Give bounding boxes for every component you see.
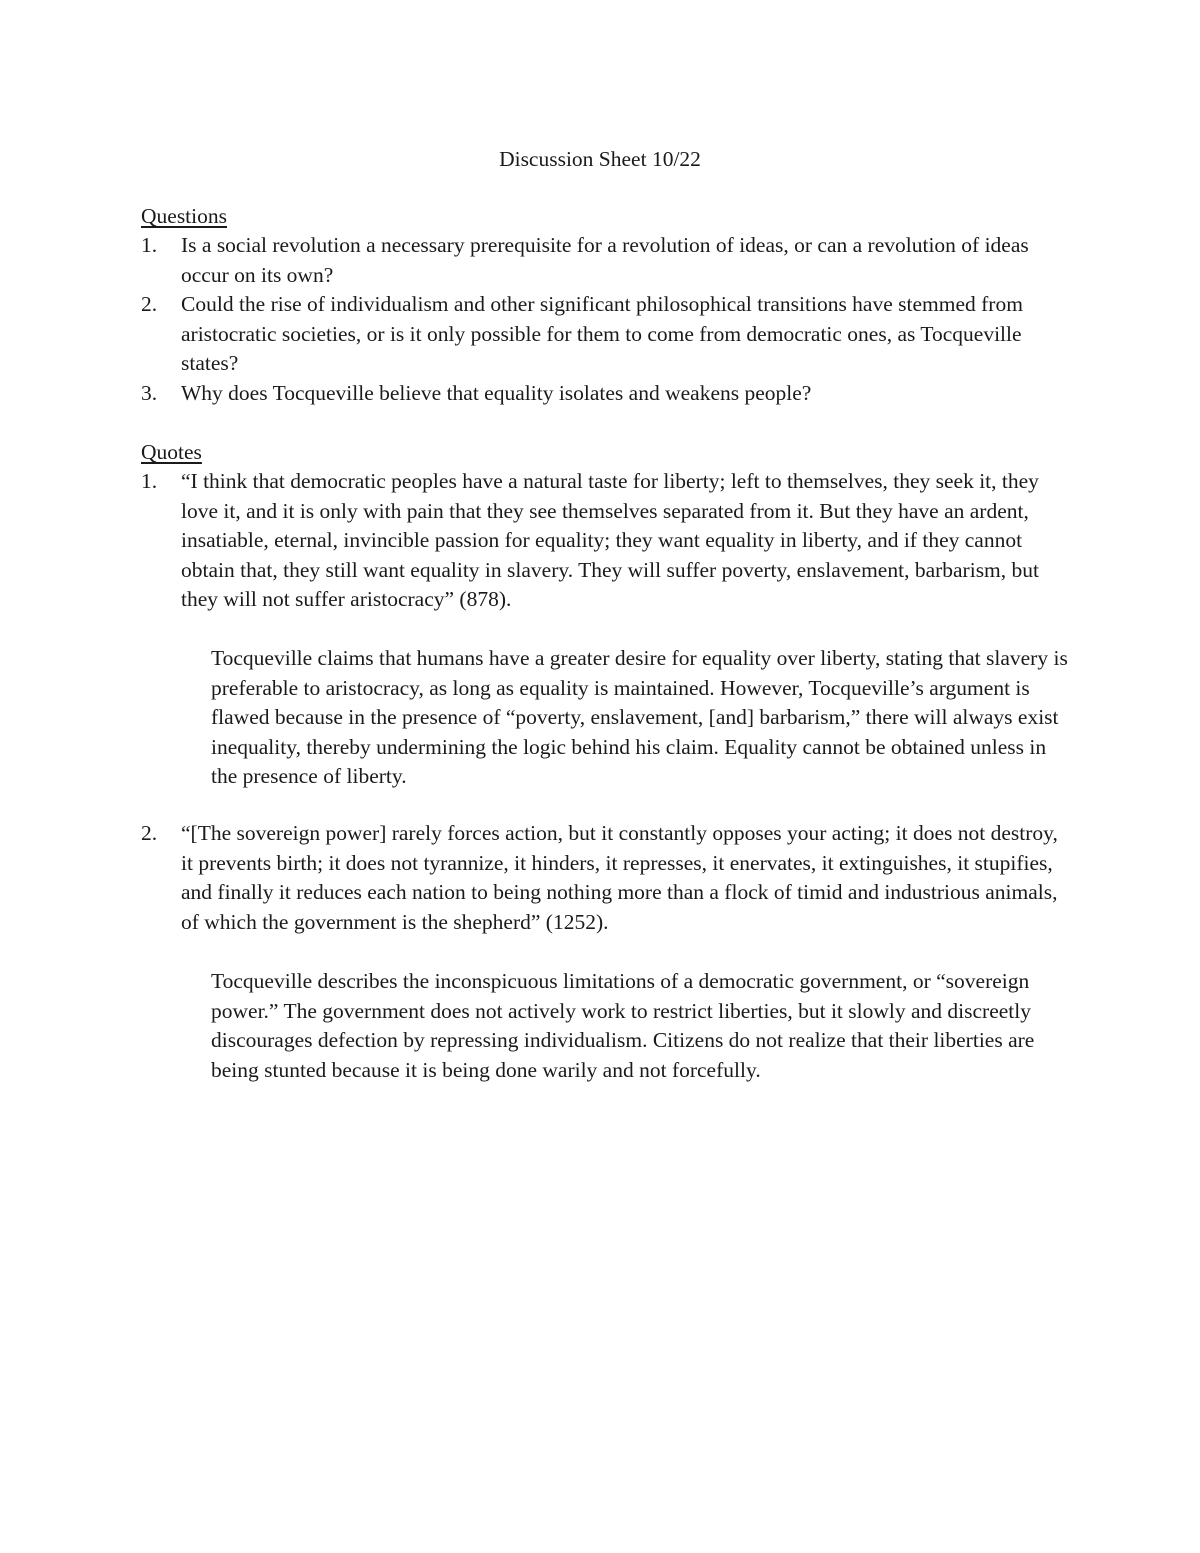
question-text: Could the rise of individualism and other significant philosophical transitions have stemmed from aristocratic societies, or is it only possible for them to come from democratic ones, as Tocqueville states?: [181, 292, 1023, 375]
quote-entry: [141, 819, 1066, 937]
quote-item: [141, 819, 1066, 937]
quote-item: [141, 467, 1066, 615]
question-number: 1.: [141, 233, 158, 257]
question-item: [141, 379, 1066, 409]
quotes-heading: Quotes: [141, 440, 202, 464]
question-number: 2.: [141, 292, 158, 316]
page-title: Discussion Sheet 10/22: [499, 147, 701, 171]
question-text: Why does Tocqueville believe that equality isolates and weakens people?: [181, 380, 812, 405]
quote-text: “[The sovereign power] rarely forces action, but it constantly opposes your acting; it does not destroy, it prevents birth; it does not tyrannize, it hinders, it represses, it enervates, it extinguishes, it stupifies, and finally it reduces each nation to being nothing more than a flock of timid and industrious animals, of which the government is the shepherd” (1252).: [181, 821, 1058, 934]
questions-heading: Questions: [141, 204, 227, 228]
quote-number: 1.: [141, 469, 158, 493]
question-item: [141, 290, 1066, 379]
questions-list: [141, 231, 1066, 408]
quote-commentary: Tocqueville claims that humans have a greater desire for equality over liberty, stating that slavery is preferable to aristocracy, as long as equality is maintained. However, Tocqueville’s argument is flawed because in the presence of “poverty, enslavement, [and] barbarism,” there will always exist inequality, thereby undermining the logic behind his claim. Equality cannot be obtained unless in the presence of liberty.: [211, 646, 1068, 788]
quote-text: “I think that democratic peoples have a natural taste for liberty; left to themselves, they seek it, they love it, and it is only with pain that they see themselves separated from it. But they have an ardent, insatiable, eternal, invincible passion for equality; they want equality in liberty, and if they cannot obtain that, they still want equality in slavery. They will suffer poverty, enslavement, barbarism, but they will not suffer aristocracy” (878).: [181, 469, 1040, 611]
question-text: Is a social revolution a necessary prerequisite for a revolution of ideas, or can a revolution of ideas occur on its own?: [181, 233, 1029, 287]
quote-commentary: Tocqueville describes the inconspicuous limitations of a democratic government, or “sovereign power.” The government does not actively work to restrict liberties, but it slowly and discreetly discourages defection by repressing individualism. Citizens do not realize that their liberties are being stunted because it is being done warily and not forcefully.: [211, 969, 1035, 1082]
question-item: [141, 231, 1066, 290]
question-number: 3.: [141, 380, 158, 405]
quote-number: 2.: [141, 821, 158, 845]
quote-entry: [141, 467, 1066, 615]
